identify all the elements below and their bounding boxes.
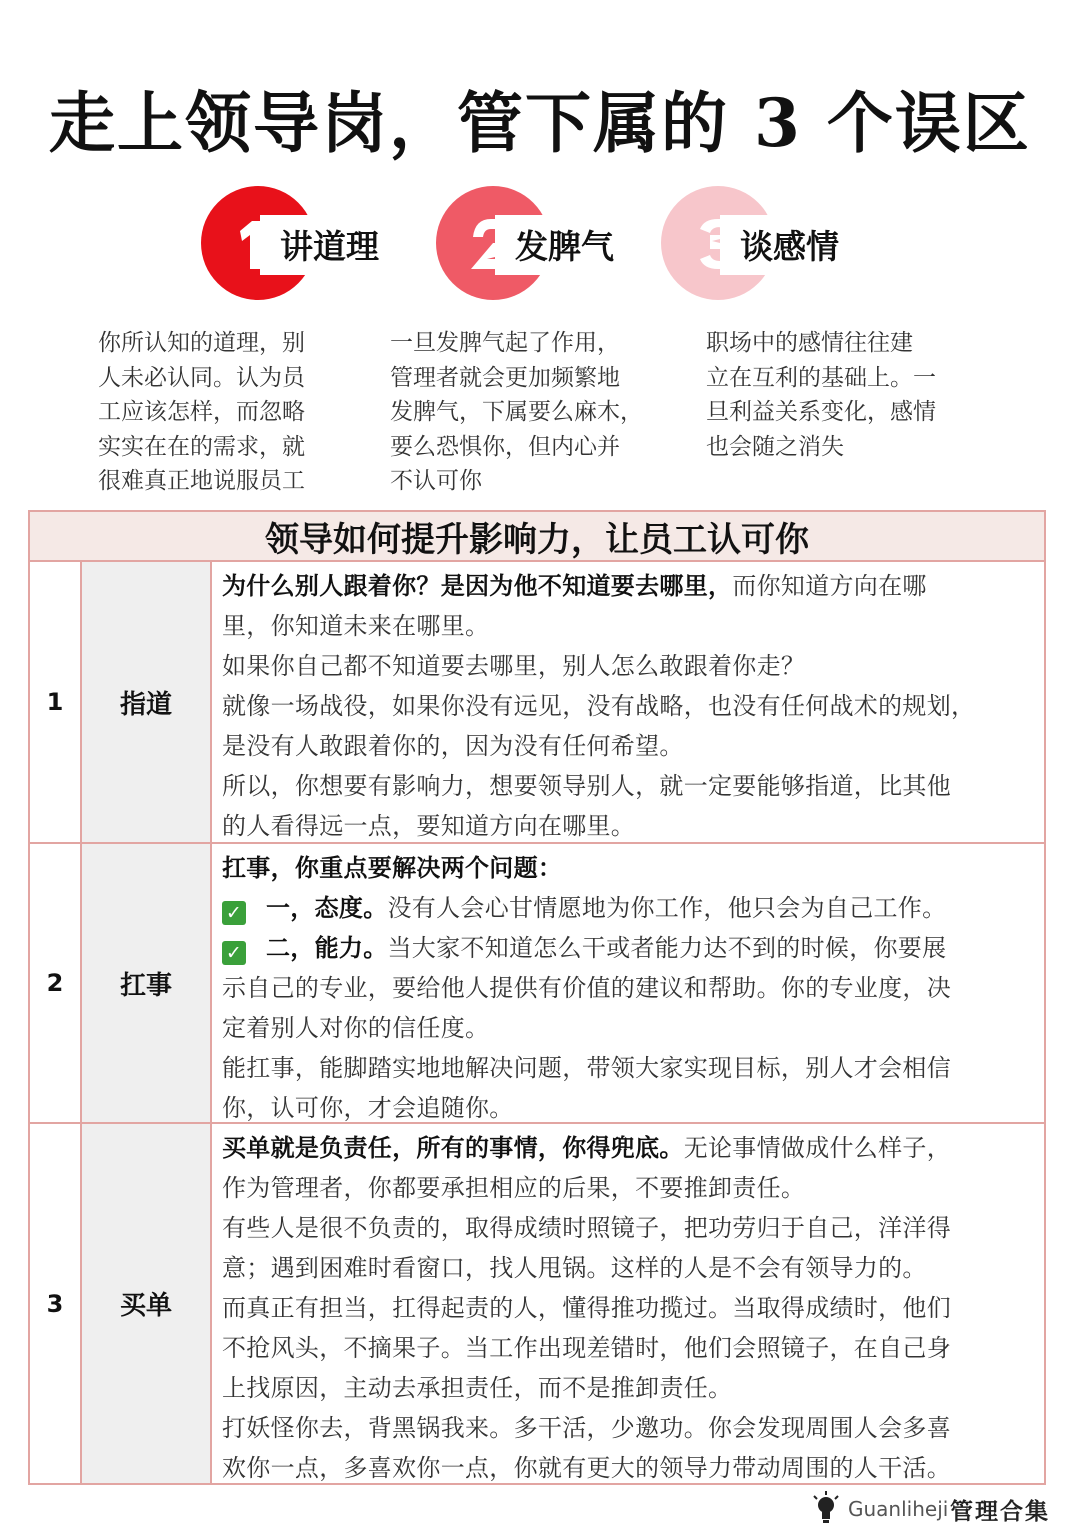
badge-3 [660,185,860,305]
badge-2 [435,185,635,305]
brand-name: Guanliheji [848,1497,949,1521]
checkbox-checked-icon: ✓ [222,941,246,965]
row-number: 2 [30,844,82,1122]
badge-label-3: 谈感情 [740,227,839,266]
table-row-1 [30,562,1044,844]
row-content: 扛事，你重点要解决两个问题： ✓ 一，态度。没有人会心甘情愿地为你工作，他只会为自己工作。 ✓ 二，能力。当大家不知道怎么干或者能力达不到的时候，你要展 示自己的专业，要给他人提供有价值的建议和帮助。你的专业度，决 定着别人对你的信任度。 能扛事，能脚踏实地地解决问题，带领大家实现目标，别人才会相信 你，认可你，才会追随你。 [222,854,951,1122]
badge-1 [200,185,400,305]
table-row-3 [30,1124,1044,1483]
table-row-2 [30,844,1044,1124]
row-number: 3 [30,1124,82,1483]
badge-label-1: 讲道理 [280,227,379,266]
lightbulb-icon [810,1490,842,1524]
row-key: 买单 [82,1124,212,1483]
row-number: 1 [30,562,82,842]
row-content: 买单就是负责任，所有的事情，你得兜底。无论事情做成什么样子， 作为管理者，你都要承担相应的后果，不要推卸责任。 有些人是很不负责的，取得成绩时照镜子，把功劳归于自己，洋洋得 意；遇到困难时看窗口，找人甩锅。这样的人是不会有领导力的。 而真正有担当，扛得起责的人，懂得推功揽过。当取得成绩时，他们 不抢风头，不摘果子。当工作出现差错时，他们会照镜子，在自己身 上找原因，主动去承担责任，而不是推卸责任。 打妖怪你去，背黑锅我来。多干活，少邀功。你会发现周围人会多喜 欢你一点，多喜欢你一点，你就有更大的领导力带动周围的人干活。 [222,1134,952,1482]
row-content: 为什么别人跟着你？是因为他不知道要去哪里，而你知道方向在哪 里，你知道未来在哪里。 如果你自己都不知道要去哪里，别人怎么敢跟着你走？ 就像一场战役，如果你没有远见，没有战略，也没有任何战术的规划， 是没有人敢跟着你的，因为没有任何希望。 所以，你想要有影响力，想要领导别人，就一定要能够指道，比其他 的人看得远一点，要知道方向在哪里。 [222,572,976,840]
badge-label-2: 发脾气 [515,227,614,266]
description-1: 你所认知的道理，别 人未必认同。认为员 工应该怎样，而忽略 实实在在的需求，就 很难真正地说服员工 [98,330,305,494]
row-key: 扛事 [82,844,212,1122]
table-header: 领导如何提升影响力，让员工认可你 [30,512,1044,562]
description-3: 职场中的感情往往建 立在互利的基础上。一 旦利益关系变化，感情 也会随之消失 [706,330,936,460]
brand-name-cn: 管理合集 [950,1498,1050,1525]
description-2: 一旦发脾气起了作用， 管理者就会更加频繁地 发脾气，下属要么麻木， 要么恐惧你，但内心并 不认可你 [390,330,643,494]
row-key: 指道 [82,562,212,842]
page-title: 走上领导岗，管下属的 3 个误区 [49,84,1031,162]
influence-table [28,510,1046,1485]
checkbox-checked-icon: ✓ [222,901,246,925]
